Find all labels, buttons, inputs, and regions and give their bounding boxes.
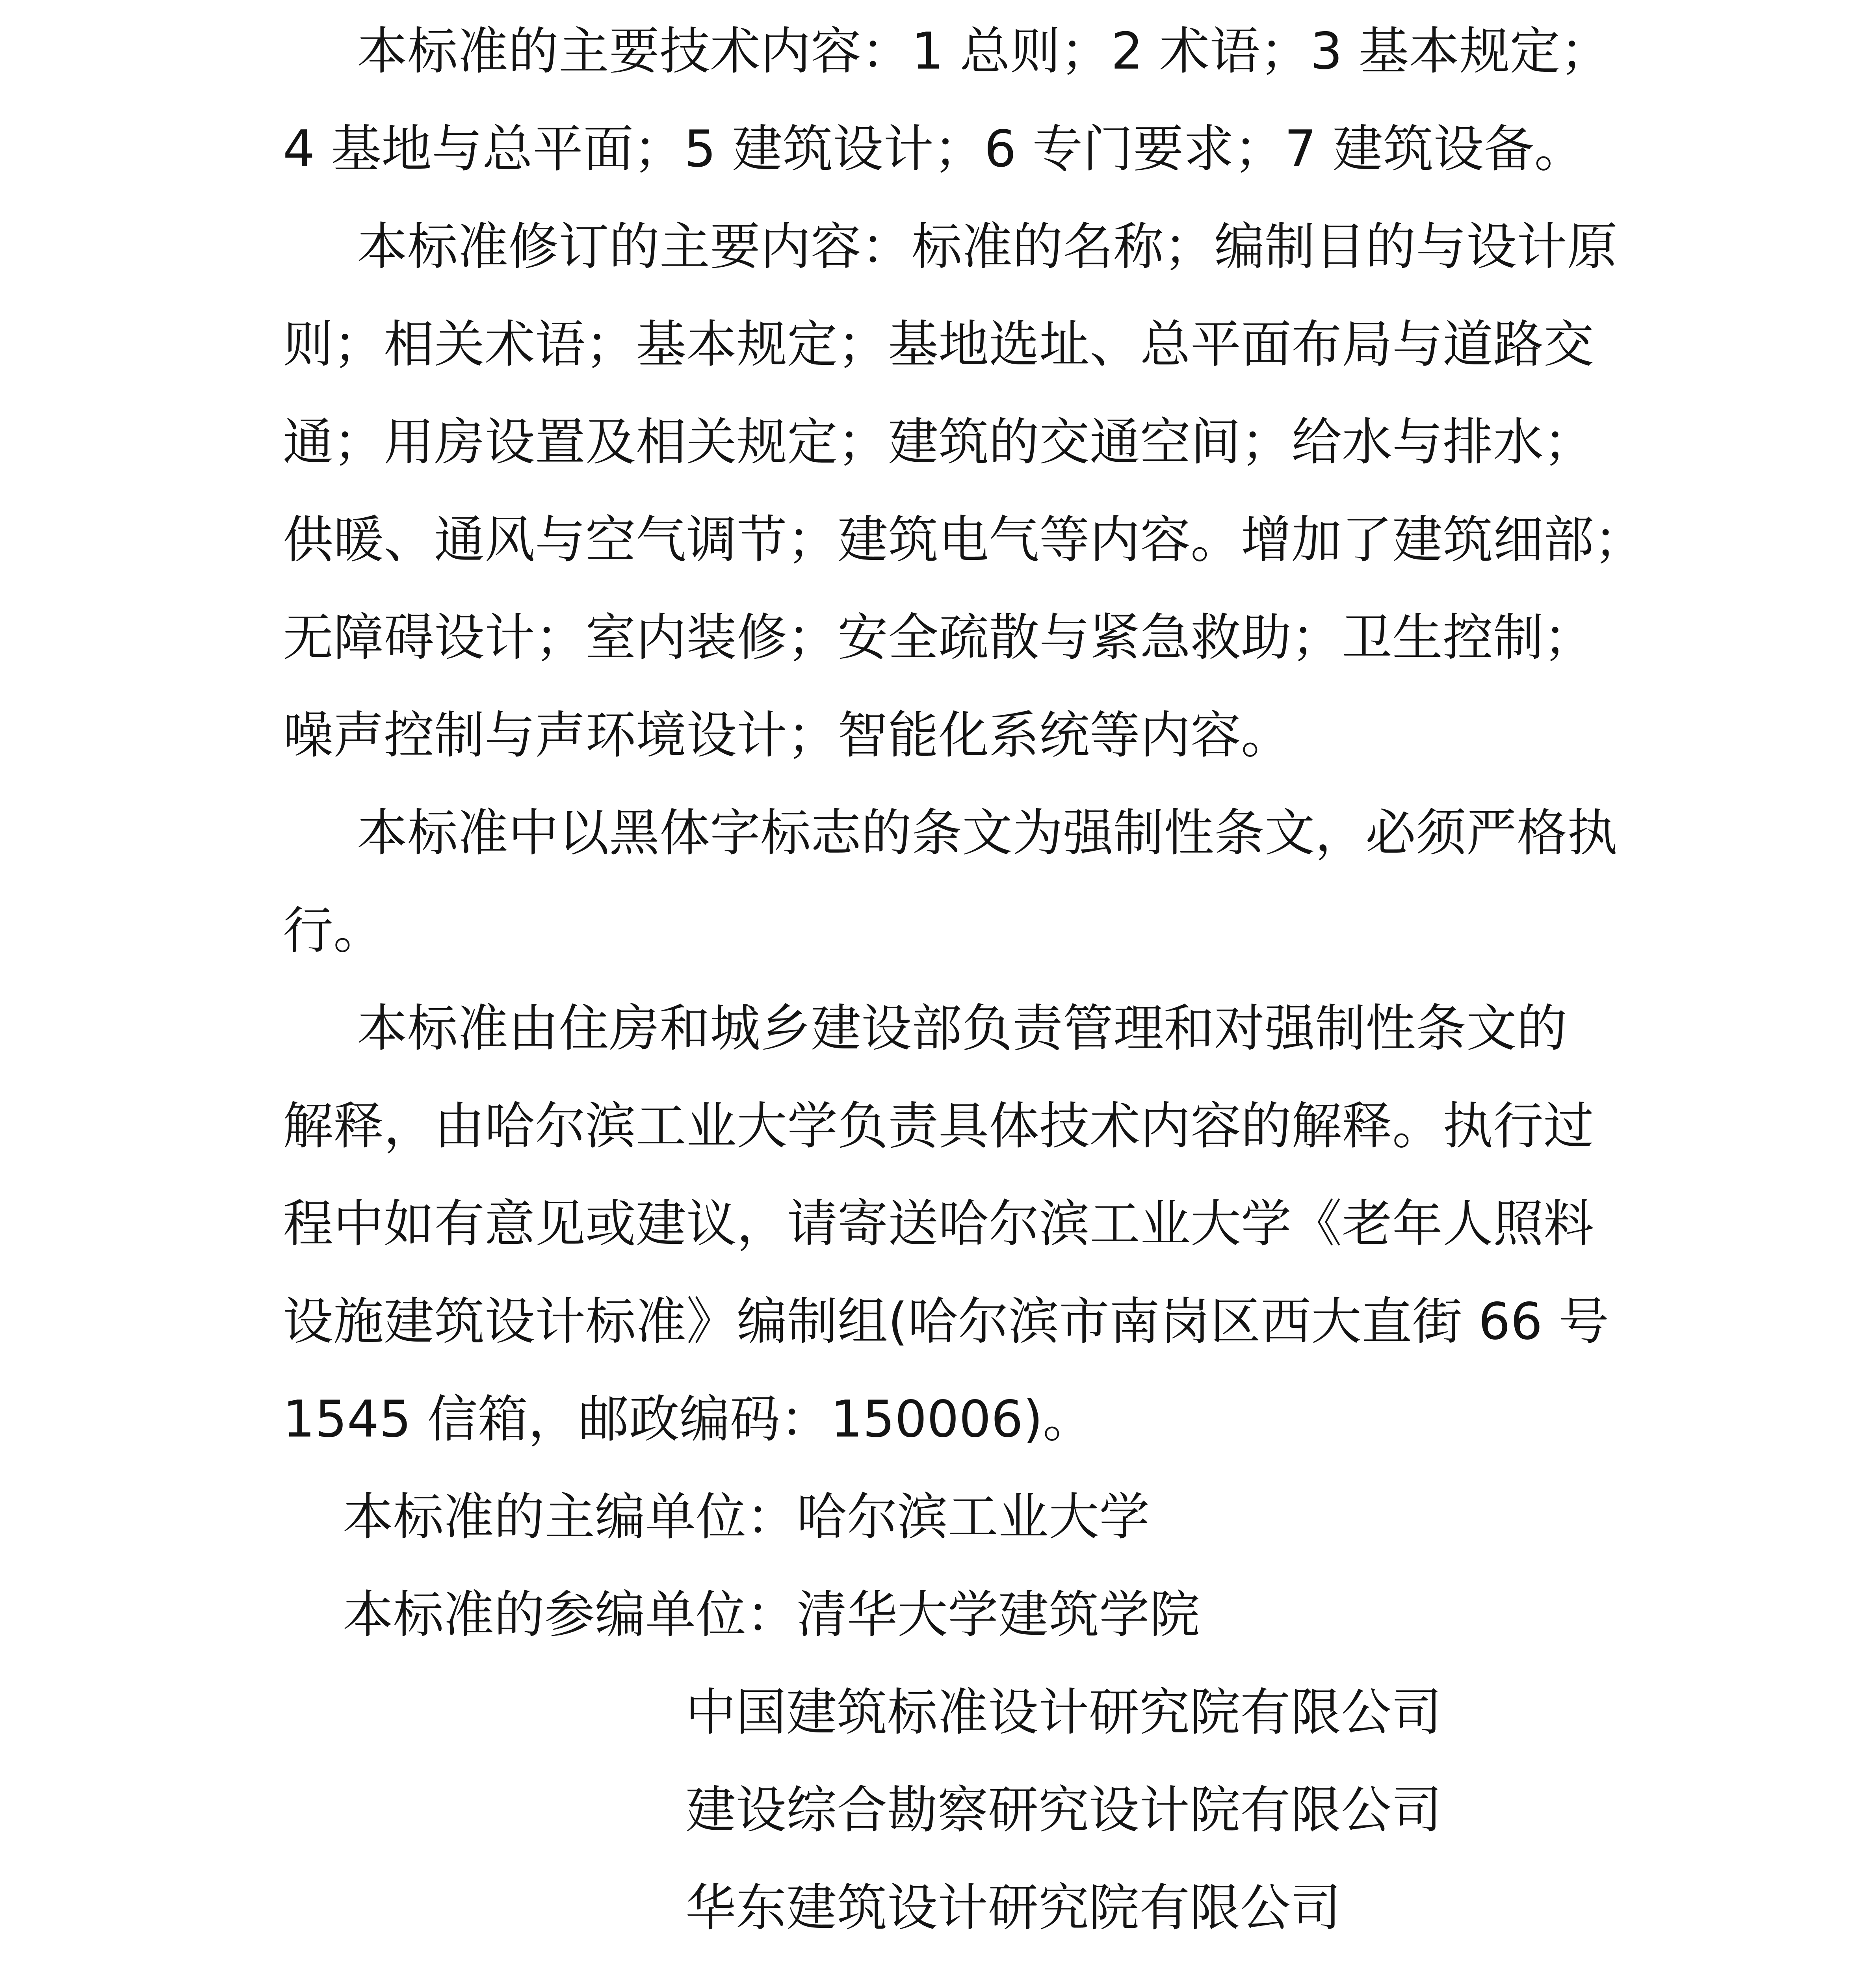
paragraph-line: 解释，由哈尔滨工业大学负责具体技术内容的解释。执行过: [283, 1097, 1594, 1156]
paragraph-line: 本标准修订的主要内容：标准的名称；编制目的与设计原: [357, 217, 1618, 276]
participating-unit: 中国建筑标准设计研究院有限公司: [685, 1683, 1442, 1742]
participating-units-line: [343, 1585, 1200, 1645]
participating-unit: 清华大学建筑学院: [797, 1585, 1200, 1644]
paragraph-line: 程中如有意见或建议，请寄送哈尔滨工业大学《老年人照料: [283, 1195, 1594, 1253]
paragraph-line: 通；用房设置及相关规定；建筑的交通空间；给水与排水；: [283, 413, 1594, 472]
chief-editor-label: 本标准的主编单位：: [343, 1488, 797, 1546]
paragraph-line: 4 基地与总平面；5 建筑设计；6 专门要求；7 建筑设备。: [283, 120, 1585, 178]
paragraph-line: 本标准的主要技术内容：1 总则；2 术语；3 基本规定；: [357, 22, 1611, 81]
paragraph-line: 供暖、通风与空气调节；建筑电气等内容。增加了建筑细部；: [283, 511, 1645, 569]
paragraph-line: 噪声控制与声环境设计；智能化系统等内容。: [283, 706, 1292, 765]
paragraph-line: 则；相关术语；基本规定；基地选址、总平面布局与道路交: [283, 315, 1594, 374]
paragraph-line: 行。: [283, 901, 384, 960]
paragraph-line: 1545 信箱，邮政编码：150006)。: [283, 1390, 1094, 1449]
chief-editor-line: [343, 1488, 1150, 1547]
paragraph-line: 本标准由住房和城乡建设部负责管理和对强制性条文的: [357, 999, 1568, 1058]
paragraph-line: 设施建筑设计标准》编制组(哈尔滨市南岗区西大直街 66 号: [283, 1292, 1609, 1351]
chief-editor-value: 哈尔滨工业大学: [797, 1488, 1150, 1546]
paragraph-line: 本标准中以黑体字标志的条文为强制性条文，必须严格执: [357, 804, 1618, 862]
participating-unit: 建设综合勘察研究设计院有限公司: [685, 1781, 1442, 1840]
paragraph-line: 无障碍设计；室内装修；安全疏散与紧急救助；卫生控制；: [283, 608, 1594, 667]
participating-units-label: 本标准的参编单位：: [343, 1585, 797, 1644]
participating-unit: 华东建筑设计研究院有限公司: [685, 1879, 1341, 1937]
